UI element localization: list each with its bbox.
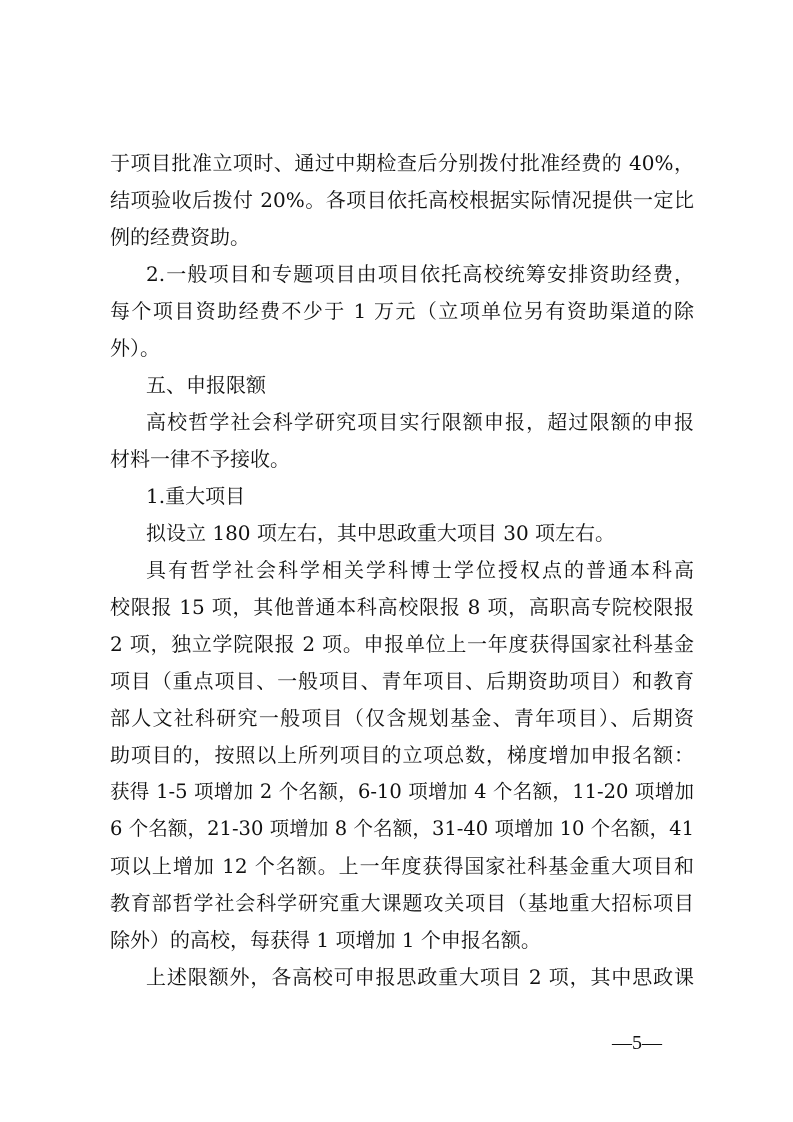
body-text-line: 校限报 15 项，其他普通本科高校限报 8 项，高职高专院校限报 xyxy=(110,595,694,619)
body-text-line: 2 项，独立学院限报 2 项。申报单位上一年度获得国家社科基金 xyxy=(110,632,694,656)
body-text-line: 获得 1-5 项增加 2 个名额，6-10 项增加 4 个名额，11-20 项增加 xyxy=(110,780,694,803)
body-text-line: 部人文社科研究一般项目（仅含规划基金、青年项目）、后期资 xyxy=(110,706,694,730)
body-text-line: 材料一律不予接收。 xyxy=(110,447,290,471)
body-text-line: 高校哲学社会科学研究项目实行限额申报，超过限额的申报 xyxy=(146,410,694,434)
subsection-heading: 1.重大项目 xyxy=(146,484,246,508)
body-text-line: 结项验收后拨付 20%。各项目依托高校根据实际情况提供一定比 xyxy=(110,188,694,212)
body-text-line: 项以上增加 12 个名额。上一年度获得国家社科基金重大项目和 xyxy=(110,854,694,878)
body-text-line: 外）。 xyxy=(110,336,160,360)
body-text-line: 除外）的高校，每获得 1 项增加 1 个申报名额。 xyxy=(110,928,541,952)
body-text-line: 2.一般项目和专题项目由项目依托高校统筹安排资助经费， xyxy=(146,262,694,286)
body-text-line: 上述限额外，各高校可申报思政重大项目 2 项，其中思政课 xyxy=(146,965,694,989)
section-heading: 五、申报限额 xyxy=(146,373,266,397)
body-text-line: 教育部哲学社会科学研究重大课题攻关项目（基地重大招标项目 xyxy=(110,891,694,915)
body-text-line: 具有哲学社会科学相关学科博士学位授权点的普通本科高 xyxy=(146,558,694,582)
body-text-line: 例的经费资助。 xyxy=(110,225,250,249)
page-number: —5— xyxy=(612,1032,662,1054)
body-text-line: 6 个名额，21-30 项增加 8 个名额，31-40 项增加 10 个名额，41 xyxy=(110,817,694,840)
body-text-line: 每个项目资助经费不少于 1 万元（立项单位另有资助渠道的除 xyxy=(110,299,694,323)
body-text-line: 于项目批准立项时、通过中期检查后分别拨付批准经费的 40%， xyxy=(110,151,694,175)
body-text-line: 拟设立 180 项左右，其中思政重大项目 30 项左右。 xyxy=(146,521,616,545)
body-text-line: 助项目的，按照以上所列项目的立项总数，梯度增加申报名额： xyxy=(110,743,694,767)
body-text-line: 项目（重点项目、一般项目、青年项目、后期资助项目）和教育 xyxy=(110,669,694,693)
